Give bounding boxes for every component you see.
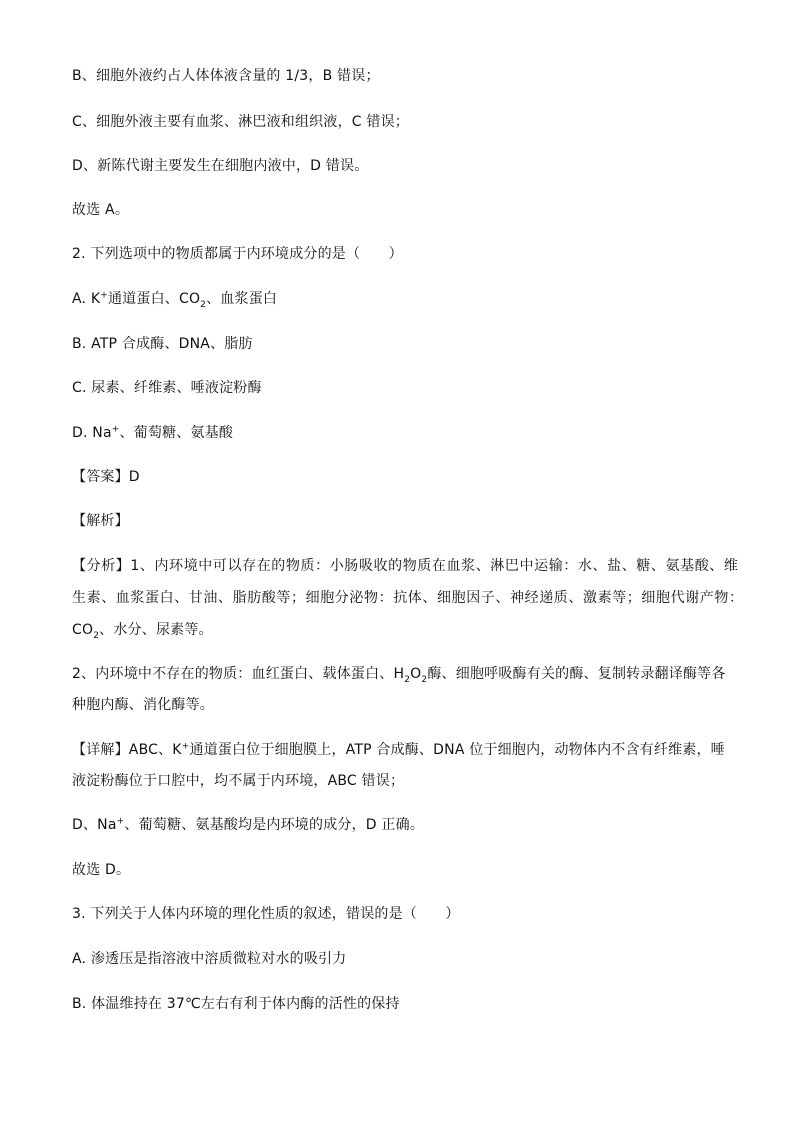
text-span: 、葡萄糖、氨基酸均是内环境的成分，D 正确。: [124, 817, 425, 833]
option-c: C. 尿素、纤维素、唾液淀粉酶: [72, 380, 262, 396]
text-line: [72, 664, 726, 684]
text-span: D、Na: [72, 817, 117, 833]
answer-line: 【答案】D: [72, 469, 140, 485]
text-line: 故选 A。: [72, 202, 130, 218]
option-d-text: 、葡萄糖、氨基酸: [119, 425, 234, 441]
text-span: 【详解】ABC、K: [72, 742, 182, 758]
question-stem: 2. 下列选项中的物质都属于内环境成分的是（ ）: [72, 246, 403, 262]
text-line: 种胞内酶、消化酶等。: [72, 697, 214, 713]
option-b: B. ATP 合成酶、DNA、脂肪: [72, 336, 253, 352]
superscript: +: [100, 290, 108, 301]
text-line: D、新陈代谢主要发生在细胞内液中，D 错误。: [72, 158, 369, 174]
question-stem: 3. 下列关于人体内环境的理化性质的叙述，错误的是（ ）: [72, 906, 460, 922]
text-line: [72, 815, 424, 835]
option-a: A. 渗透压是指溶液中溶质微粒对水的吸引力: [72, 951, 347, 967]
text-line: C、细胞外液主要有血浆、淋巴液和组织液，C 错误；: [72, 114, 409, 130]
subscript: 2: [93, 630, 100, 641]
option-a: [72, 289, 277, 309]
option-a-text: 通道蛋白、CO: [107, 291, 201, 307]
option-a-text: 、血浆蛋白: [206, 291, 278, 307]
text-span: O: [410, 666, 422, 682]
text-span: CO: [72, 622, 94, 638]
text-line: [72, 740, 725, 760]
subscript: 2: [421, 674, 428, 685]
text-line: [72, 620, 213, 640]
text-line: 液淀粉酶位于口腔中，均不属于内环境，ABC 错误；: [72, 773, 405, 789]
option-d: [72, 423, 233, 443]
subscript: 2: [200, 299, 207, 310]
superscript: +: [116, 816, 125, 827]
text-span: 酶、细胞呼吸酶有关的酶、复制转录翻译酶等各: [427, 666, 726, 682]
superscript: +: [111, 424, 120, 435]
text-line: B、细胞外液约占人体体液含量的 1/3，B 错误；: [72, 68, 380, 84]
analysis-heading: 【解析】: [72, 513, 129, 529]
text-line: 故选 D。: [72, 862, 131, 878]
option-d-text: D. Na: [72, 425, 112, 441]
text-span: 、水分、尿素等。: [99, 622, 213, 638]
text-span: 通道蛋白位于细胞膜上，ATP 合成酶、DNA 位于细胞内，动物体内不含有纤维素，唾: [189, 742, 725, 758]
option-a-text: A. K: [72, 291, 101, 307]
text-line: 生素、血浆蛋白、甘油、脂肪酸等；细胞分泌物：抗体、细胞因子、神经递质、激素等；细胞代谢产物：: [72, 590, 744, 606]
subscript: 2: [404, 674, 411, 685]
superscript: +: [181, 741, 190, 752]
text-span: 2、内环境中不存在的物质：血红蛋白、载体蛋白、H: [72, 666, 405, 682]
option-b: B. 体温维持在 37℃左右有利于体内酶的活性的保持: [72, 996, 400, 1012]
text-line: 【分析】1、内环境中可以存在的物质：小肠吸收的物质在血浆、淋巴中运输：水、盐、糖、氨基酸、维: [72, 558, 739, 574]
